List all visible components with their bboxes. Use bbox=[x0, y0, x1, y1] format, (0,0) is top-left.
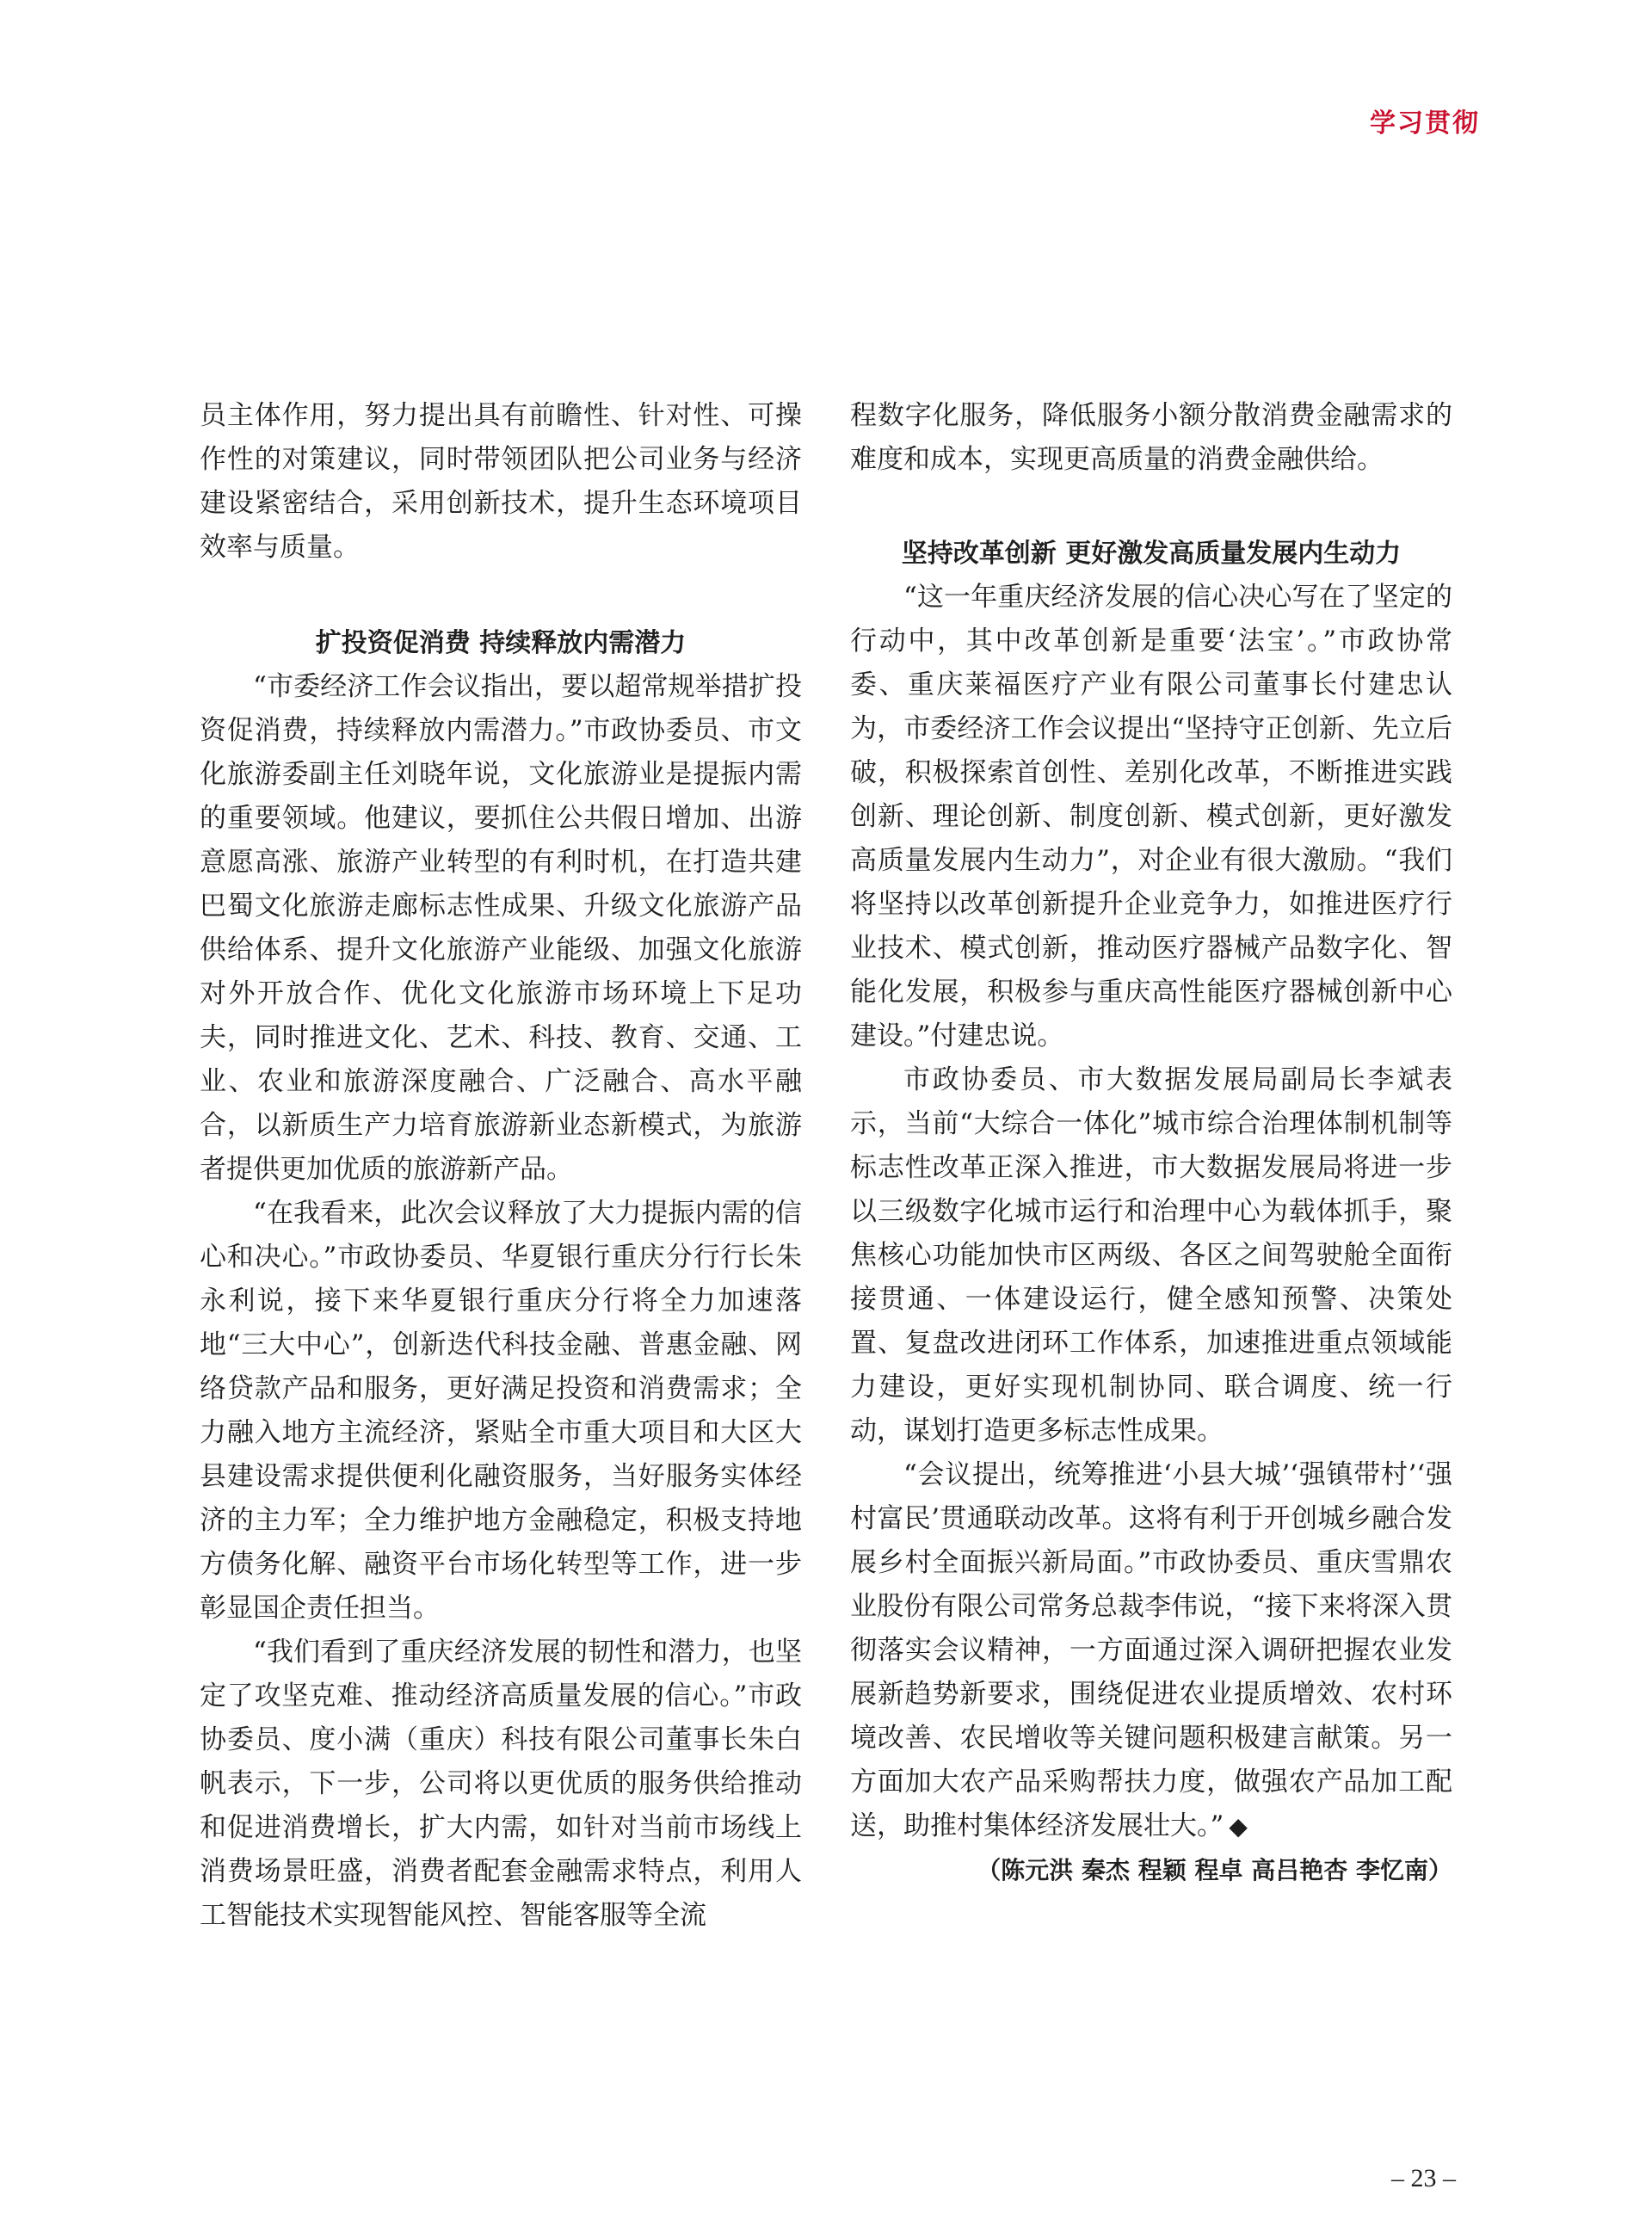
paragraph-liu-xiaonian: “市委经济工作会议指出，要以超常规举措扩投资促消费，持续释放内需潜力。”市政协委员、市文化旅游委副主任刘晓年说，文化旅游业是提振内需的重要领域。他建议，要抓住公共假日增加、出游意愿高涨、旅游产业转型的有利时机，在打造共建巴蜀文化旅游走廊标志性成果、升级文化旅游产品供给体系、提升文化旅游产业能级、加强文化旅游对外开放合作、优化文化旅游市场环境上下足功夫，同时推进文化、艺术、科技、教育、交通、工业、农业和旅游深度融合、广泛融合、高水平融合，以新质生产力培育旅游新业态新模式，为旅游者提供更加优质的旅游新产品。 bbox=[200, 671, 802, 1185]
section-heading-reform: 坚持改革创新 更好激发高质量发展内生动力 bbox=[901, 539, 1402, 569]
end-mark-icon: ◆ bbox=[1229, 1812, 1248, 1841]
paragraph-zhu-yongli: “在我看来，此次会议释放了大力提振内需的信心和决心。”市政协委员、华夏银行重庆分行行长朱永利说，接下来华夏银行重庆分行将全力加速落地“三大中心”，创新迭代科技金融、普惠金融、网络贷款产品和服务，更好满足投资和消费需求；全力融入地方主流经济，紧贴全市重大项目和大区大县建设需求提供便利化融资服务，当好服务实体经济的主力军；全力维护地方金融稳定，积极支持地方债务化解、融资平台市场化转型等工作，进一步彰显国企责任担当。 bbox=[200, 1198, 802, 1624]
paragraph-li-wei-text: “会议提出，统筹推进‘小县大城’‘强镇带村’‘强村富民’贯通联动改革。这将有利于开创城乡融合发展乡村全面振兴新局面。”市政协委员、重庆雪鼎农业股份有限公司常务总裁李伟说，“接下来将深入贯彻落实会议精神，一方面通过深入调研把握农业发展新趋势新要求，围绕促进农业提质增效、农村环境改善、农民增收等关键问题积极建言献策。另一方面加大农产品采购帮扶力度，做强农产品加工配送，助推村集体经济发展壮大。” bbox=[850, 1459, 1452, 1841]
right-column bbox=[850, 394, 1452, 1892]
section-tag: 学习贯彻 bbox=[1370, 108, 1480, 139]
author-byline: （陈元洪 秦杰 程颖 程卓 高吕艳杏 李忆南） bbox=[977, 1856, 1452, 1884]
paragraph-li-wei bbox=[850, 1453, 1452, 1848]
left-column bbox=[200, 394, 802, 1938]
paragraph-zhu-baifan: “我们看到了重庆经济发展的韧性和潜力，也坚定了攻坚克难、推动经济高质量发展的信心。”市政协委员、度小满（重庆）科技有限公司董事长朱白帆表示，下一步，公司将以更优质的服务供给推动和促进消费增长，扩大内需，如针对当前市场线上消费场景旺盛，消费者配套金融需求特点，利用人工智能技术实现智能风控、智能客服等全流 bbox=[200, 1637, 802, 1931]
paragraph-continued: 员主体作用，努力提出具有前瞻性、针对性、可操作性的对策建议，同时带领团队把公司业务与经济建设紧密结合，采用创新技术，提升生态环境项目效率与质量。 bbox=[200, 400, 802, 563]
paragraph-continued-right: 程数字化服务，降低服务小额分散消费金融需求的难度和成本，实现更高质量的消费金融供给。 bbox=[850, 400, 1452, 475]
page-number: – 23 – bbox=[1391, 2164, 1456, 2192]
section-heading-investment: 扩投资促消费 持续释放内需潜力 bbox=[315, 628, 687, 658]
paragraph-li-bin: 市政协委员、市大数据发展局副局长李斌表示，当前“大综合一体化”城市综合治理体制机制等标志性改革正深入推进，市大数据发展局将进一步以三级数字化城市运行和治理中心为载体抓手，聚焦核心功能加快市区两级、各区之间驾驶舱全面衔接贯通、一体建设运行，健全感知预警、决策处置、复盘改进闭环工作体系，加速推进重点领域能力建设，更好实现机制协同、联合调度、统一行动，谋划打造更多标志性成果。 bbox=[850, 1064, 1452, 1446]
paragraph-fu-jianzhong: “这一年重庆经济发展的信心决心写在了坚定的行动中，其中改革创新是重要‘法宝’。”市政协常委、重庆莱福医疗产业有限公司董事长付建忠认为，市委经济工作会议提出“坚持守正创新、先立后破，积极探索首创性、差别化改革，不断推进实践创新、理论创新、制度创新、模式创新，更好激发高质量发展内生动力”，对企业有很大激励。“我们将坚持以改革创新提升企业竞争力，如推进医疗行业技术、模式创新，推动医疗器械产品数字化、智能化发展，积极参与重庆高性能医疗器械创新中心建设。”付建忠说。 bbox=[850, 582, 1452, 1051]
